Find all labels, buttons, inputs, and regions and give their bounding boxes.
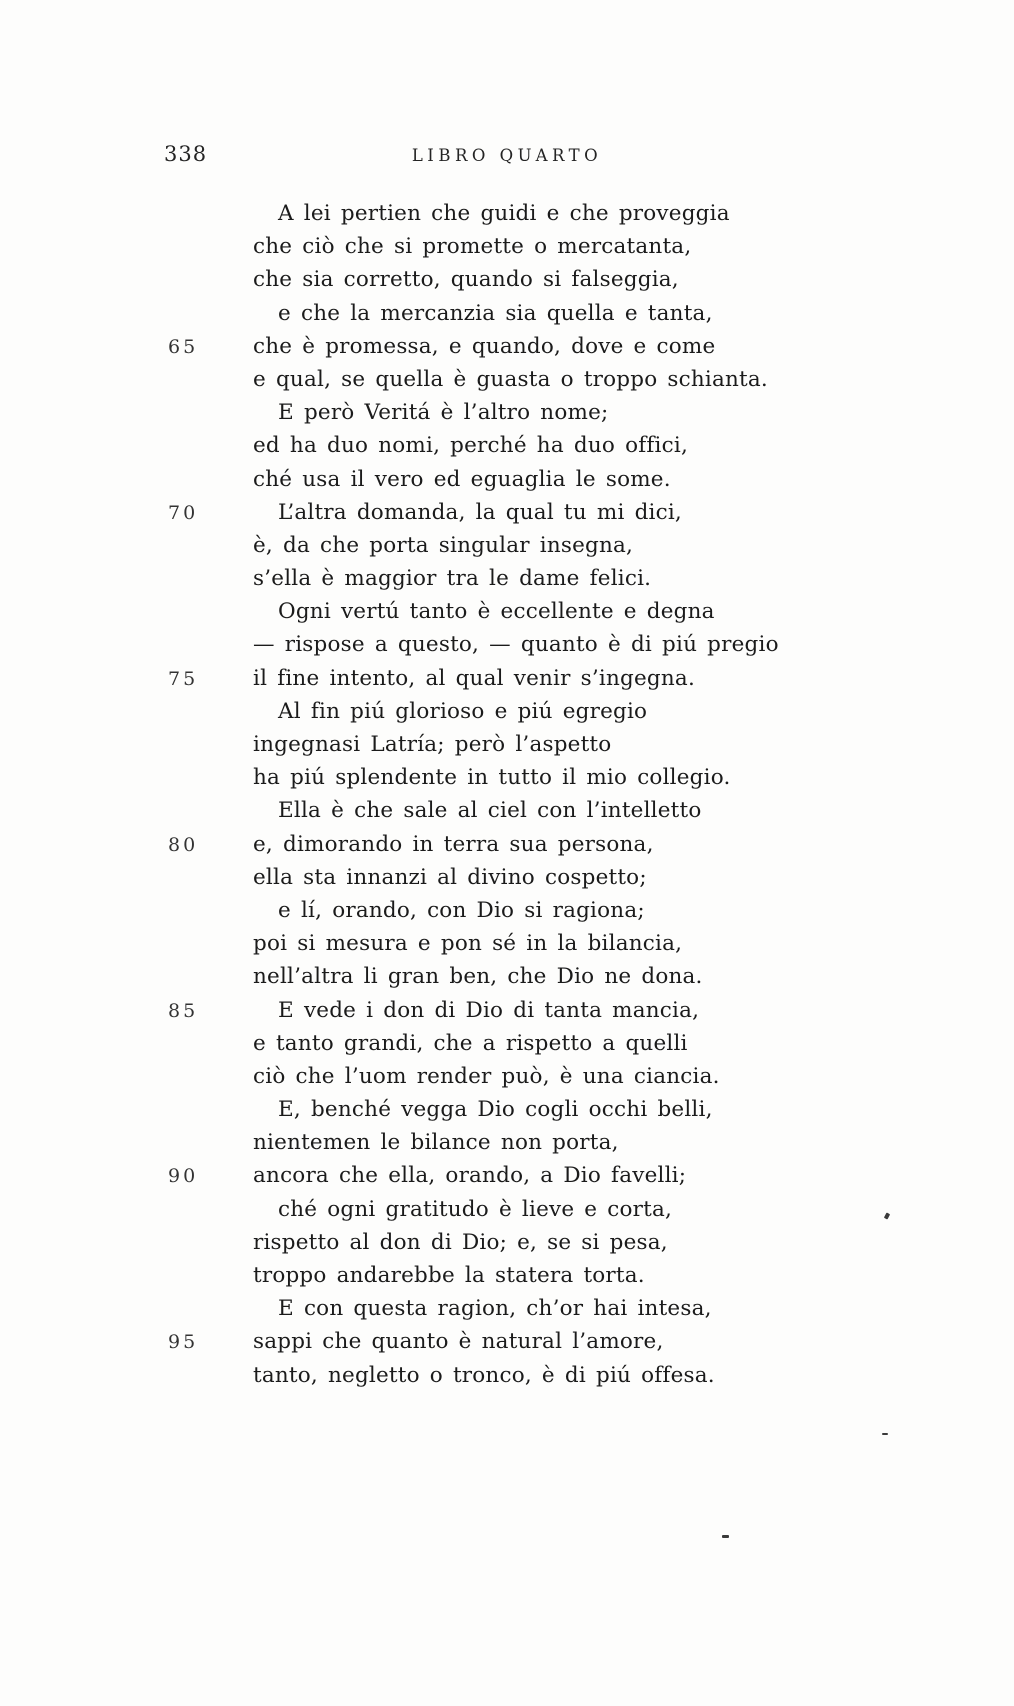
verse-line-text: ed ha duo nomi, perché ha duo offici, — [253, 433, 688, 459]
verse-line — [168, 861, 779, 894]
verse-line — [168, 728, 779, 761]
verse-line — [168, 1159, 779, 1192]
verse-line — [168, 463, 779, 496]
verse-line-text: L’altra domanda, la qual tu mi dici, — [278, 499, 682, 525]
line-number: 65 — [168, 335, 199, 358]
verse-line-text: A lei pertien che guidi e che proveggia — [278, 201, 730, 226]
verse-line-text: E però Veritá è l’altro nome; — [278, 400, 609, 426]
verse-line-text: e lí, orando, con Dio si ragiona; — [278, 897, 645, 923]
scan-speck — [882, 1433, 888, 1435]
verse-line-text: Al fin piú glorioso e piú egregio — [278, 698, 648, 724]
verse-line-text: ella sta innanzi al divino cospetto; — [253, 864, 647, 890]
verse-line-text: tanto, negletto o tronco, è di piú offesa. — [253, 1362, 715, 1388]
running-title: LIBRO QUARTO — [411, 146, 603, 165]
verse-line — [168, 197, 779, 230]
verse-line-text: e qual, se quella è guasta o troppo schianta. — [253, 366, 768, 392]
verse-line — [168, 761, 779, 794]
verse-line — [168, 595, 779, 628]
verse-line — [168, 960, 779, 993]
verse-line-text: ancora che ella, orando, a Dio favelli; — [253, 1163, 687, 1189]
verse-line-text: Ella è che sale al ciel con l’intelletto — [278, 798, 702, 824]
verse-line — [168, 1325, 779, 1358]
verse-line-text: e tanto grandi, che a rispetto a quelli — [253, 1030, 688, 1056]
verse-line-text: poi si mesura e pon sé in la bilancia, — [253, 931, 683, 957]
verse-line — [168, 529, 779, 562]
verse-line-text: il fine intento, al qual venir s’ingegna. — [253, 665, 695, 691]
line-number: 80 — [168, 833, 199, 856]
verse-line — [168, 1226, 779, 1259]
verse-line-text: nientemen le bilance non porta, — [253, 1130, 619, 1156]
verse-line-text: sappi che quanto è natural l’amore, — [253, 1329, 664, 1355]
line-number: 95 — [168, 1331, 199, 1354]
scan-speck — [722, 1535, 729, 1538]
verse-line — [168, 1259, 779, 1292]
verse-line-text: E, benché vegga Dio cogli occhi belli, — [278, 1097, 713, 1123]
verse-line — [168, 1027, 779, 1060]
verse-line-text: che ciò che si promette o mercatanta, — [253, 234, 692, 260]
verse-line — [168, 496, 779, 529]
verse-line-text: rispetto al don di Dio; e, se si pesa, — [253, 1229, 668, 1255]
verse-line-text: e che la mercanzia sia quella e tanta, — [278, 300, 713, 326]
line-number: 90 — [168, 1165, 199, 1188]
scan-speck — [884, 1212, 890, 1219]
verse-line-text: — rispose a questo, — quanto è di piú pregio — [253, 632, 779, 658]
verse-line — [168, 894, 779, 927]
verse-line-text: s’ella è maggior tra le dame felici. — [253, 566, 652, 592]
verse-line-text: ingegnasi Latría; però l’aspetto — [253, 732, 612, 757]
verse-line-text: ché ogni gratitudo è lieve e corta, — [278, 1196, 673, 1222]
verse-line — [168, 828, 779, 861]
verse-line-text: nell’altra li gran ben, che Dio ne dona. — [253, 964, 703, 990]
verse-line — [168, 628, 779, 661]
line-number: 70 — [168, 501, 199, 524]
verse-line-text: E vede i don di Dio di tanta mancia, — [278, 997, 700, 1023]
verse-line — [168, 1126, 779, 1159]
verse-line — [168, 429, 779, 462]
verse-line-text: che sia corretto, quando si falseggia, — [253, 267, 679, 293]
verse-line-text: troppo andarebbe la statera torta. — [253, 1263, 645, 1288]
verse-line-text: è, da che porta singular insegna, — [253, 532, 634, 558]
verse-line — [168, 794, 779, 827]
verse-line — [168, 1093, 779, 1126]
line-number: 75 — [168, 667, 199, 690]
verse-line — [168, 662, 779, 695]
verse-line — [168, 363, 779, 396]
page-number: 338 — [164, 142, 208, 166]
verse-line-text: Ogni vertú tanto è eccellente e degna — [278, 599, 715, 625]
verse-line — [168, 1193, 779, 1226]
verse-line — [168, 263, 779, 296]
verse-line-text: che è promessa, e quando, dove e come — [253, 333, 716, 359]
verse-line-text: e, dimorando in terra sua persona, — [253, 831, 654, 857]
verse-line-text: ciò che l’uom render può, è una ciancia. — [253, 1063, 720, 1089]
verse-line — [168, 330, 779, 363]
poem-text-block — [168, 197, 779, 1392]
line-number: 85 — [168, 999, 199, 1022]
verse-line — [168, 396, 779, 429]
verse-line — [168, 927, 779, 960]
verse-line — [168, 1292, 779, 1325]
verse-line — [168, 562, 779, 595]
verse-line — [168, 1060, 779, 1093]
verse-line — [168, 230, 779, 263]
verse-line — [168, 297, 779, 330]
verse-line-text: ha piú splendente in tutto il mio collegio. — [253, 765, 731, 791]
verse-line-text: ché usa il vero ed eguaglia le some. — [253, 466, 671, 492]
verse-line — [168, 1359, 779, 1392]
verse-line — [168, 994, 779, 1027]
verse-line-text: E con questa ragion, ch’or hai intesa, — [278, 1296, 712, 1322]
verse-line — [168, 695, 779, 728]
